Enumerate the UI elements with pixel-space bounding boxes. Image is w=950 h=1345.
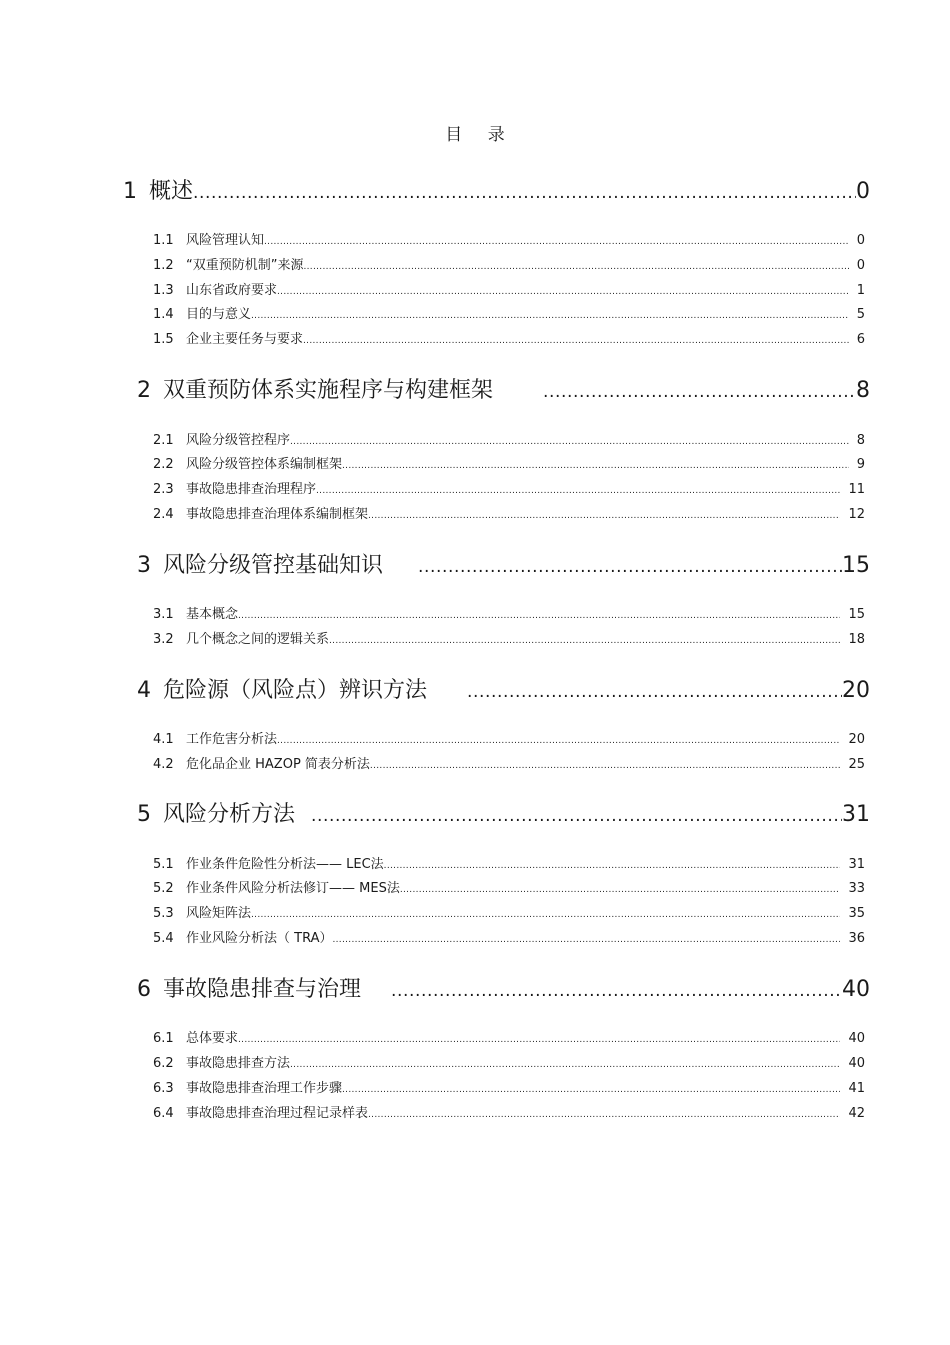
item-title: 企业主要任务与要求: [186, 332, 304, 347]
item-number: 5.4: [153, 931, 174, 946]
section-number: 1: [123, 179, 137, 204]
section-title: 双重预防体系实施程序与构建框架: [163, 378, 494, 403]
toc-item-1-4[interactable]: [153, 306, 865, 324]
page-number: 5: [856, 307, 865, 322]
dot-leader: [384, 857, 841, 875]
toc-item-3-1[interactable]: [153, 606, 865, 624]
page-number: 40: [842, 977, 870, 1002]
dot-leader: [277, 732, 840, 750]
toc-section-1[interactable]: [123, 178, 870, 206]
item-title: 作业条件危险性分析法—— LEC法: [186, 857, 384, 872]
toc-item-3-2[interactable]: [153, 631, 865, 649]
item-title: 工作危害分析法: [186, 732, 278, 747]
item-title: 目的与意义: [186, 307, 252, 322]
section-number: 3: [137, 553, 151, 578]
toc-item-2-3[interactable]: [153, 481, 865, 499]
item-number: 2.3: [153, 482, 174, 497]
item-number: 6.2: [153, 1056, 174, 1071]
section-number: 6: [137, 977, 151, 1002]
dot-leader: [332, 931, 840, 949]
toc-section-3[interactable]: [137, 552, 870, 580]
page-number: 9: [856, 457, 865, 472]
page-number: 15: [842, 553, 870, 578]
item-number: 1.3: [153, 283, 174, 298]
toc-item-1-1[interactable]: [153, 232, 865, 250]
page-number: 42: [848, 1106, 865, 1121]
section-title: 风险分析方法: [163, 802, 296, 827]
item-number: 5.3: [153, 906, 174, 921]
dot-leader: [316, 482, 840, 500]
section-number: 5: [137, 802, 151, 827]
section-number: 2: [137, 378, 151, 403]
item-number: 6.1: [153, 1031, 174, 1046]
item-number: 2.4: [153, 507, 174, 522]
item-number: 4.2: [153, 757, 174, 772]
item-number: 5.2: [153, 881, 174, 896]
dot-leader: [400, 881, 841, 899]
item-title: “双重预防机制”来源: [186, 258, 304, 273]
page-number: 31: [842, 802, 870, 827]
dot-leader: [238, 607, 840, 625]
item-title: 事故隐患排查方法: [186, 1056, 291, 1071]
toc-item-6-1[interactable]: [153, 1030, 865, 1048]
page-number: 11: [848, 482, 865, 497]
item-title: 事故隐患排查治理程序: [186, 482, 317, 497]
toc-title: 目 录: [445, 125, 515, 145]
item-title: 事故隐患排查治理工作步骤: [186, 1081, 343, 1096]
page-number: 20: [842, 678, 870, 703]
item-title: 事故隐患排查治理体系编制框架: [186, 507, 369, 522]
item-number: 1.4: [153, 307, 174, 322]
item-title: 事故隐患排查治理过程记录样表: [186, 1106, 369, 1121]
item-number: 3.1: [153, 607, 174, 622]
toc-item-5-3[interactable]: [153, 905, 865, 923]
item-title: 风险分级管控体系编制框架: [186, 457, 343, 472]
item-number: 1.2: [153, 258, 174, 273]
page-number: 8: [856, 378, 870, 403]
item-title: 基本概念: [186, 607, 239, 622]
toc-section-2[interactable]: [137, 377, 870, 405]
dot-leader: [193, 179, 856, 207]
toc-item-6-3[interactable]: [153, 1080, 865, 1098]
page-number: 15: [848, 607, 865, 622]
dot-leader: [238, 1031, 840, 1049]
toc-item-5-1[interactable]: [153, 856, 865, 874]
dot-leader: [303, 332, 849, 350]
toc-item-4-1[interactable]: [153, 731, 865, 749]
dot-leader: [303, 258, 848, 276]
dot-leader: [290, 1056, 840, 1074]
toc-item-5-4[interactable]: [153, 930, 865, 948]
page-number: 25: [848, 757, 865, 772]
dot-leader: [342, 457, 849, 475]
item-number: 1.1: [153, 233, 174, 248]
page-number: 40: [848, 1056, 865, 1071]
section-title: 风险分级管控基础知识: [163, 553, 384, 578]
page-number: 41: [848, 1081, 865, 1096]
toc-item-1-2[interactable]: [153, 257, 865, 275]
toc-section-5[interactable]: [137, 801, 870, 829]
item-title: 风险分级管控程序: [186, 433, 291, 448]
toc-item-5-2[interactable]: [153, 880, 865, 898]
item-title: 作业风险分析法（ TRA）: [186, 931, 333, 946]
item-number: 6.3: [153, 1081, 174, 1096]
dot-leader: [251, 906, 840, 924]
dot-leader: [277, 283, 849, 301]
item-number: 5.1: [153, 857, 174, 872]
toc-item-1-5[interactable]: [153, 331, 865, 349]
page-number: 33: [848, 881, 865, 896]
dot-leader: [251, 307, 849, 325]
item-number: 2.1: [153, 433, 174, 448]
toc-item-6-2[interactable]: [153, 1055, 865, 1073]
dot-leader: [391, 977, 842, 1005]
toc-section-4[interactable]: [137, 677, 870, 705]
item-title: 几个概念之间的逻辑关系: [186, 632, 330, 647]
dot-leader: [264, 233, 849, 251]
page-number: 8: [856, 433, 865, 448]
item-title: 危化品企业 HAZOP 简表分析法: [186, 757, 370, 772]
toc-item-6-4[interactable]: [153, 1105, 865, 1123]
dot-leader: [368, 1106, 840, 1124]
item-title: 风险管理认知: [186, 233, 265, 248]
toc-item-2-4[interactable]: [153, 506, 865, 524]
dot-leader: [368, 507, 840, 525]
dot-leader: [329, 632, 840, 650]
toc-item-2-1[interactable]: [153, 432, 865, 450]
item-title: 山东省政府要求: [186, 283, 278, 298]
section-title: 概述: [149, 179, 194, 204]
section-title: 危险源（风险点）辨识方法: [163, 678, 428, 703]
page-number: 36: [848, 931, 865, 946]
page-number: 20: [848, 732, 865, 747]
dot-leader: [342, 1081, 840, 1099]
section-title: 事故隐患排查与治理: [163, 977, 362, 1002]
page-number: 0: [856, 258, 865, 273]
page-number: 18: [848, 632, 865, 647]
item-title: 总体要求: [186, 1031, 239, 1046]
page-number: 12: [848, 507, 865, 522]
toc-section-6[interactable]: [137, 976, 870, 1004]
dot-leader: [418, 553, 842, 581]
dot-leader: [467, 678, 842, 706]
item-number: 2.2: [153, 457, 174, 472]
dot-leader: [311, 802, 842, 830]
page-number: 0: [856, 233, 865, 248]
item-title: 作业条件风险分析法修订—— MES法: [186, 881, 400, 896]
page-number: 1: [856, 283, 865, 298]
page-number: 35: [848, 906, 865, 921]
dot-leader: [370, 757, 841, 775]
item-number: 3.2: [153, 632, 174, 647]
page-number: 31: [848, 857, 865, 872]
dot-leader: [290, 433, 849, 451]
toc-item-1-3[interactable]: [153, 282, 865, 300]
toc-item-2-2[interactable]: [153, 456, 865, 474]
page-number: 40: [848, 1031, 865, 1046]
page-number: 0: [856, 179, 870, 204]
toc-item-4-2[interactable]: [153, 756, 865, 774]
item-number: 6.4: [153, 1106, 174, 1121]
section-number: 4: [137, 678, 151, 703]
page-number: 6: [856, 332, 865, 347]
dot-leader: [543, 378, 856, 406]
item-number: 1.5: [153, 332, 174, 347]
item-number: 4.1: [153, 732, 174, 747]
item-title: 风险矩阵法: [186, 906, 252, 921]
